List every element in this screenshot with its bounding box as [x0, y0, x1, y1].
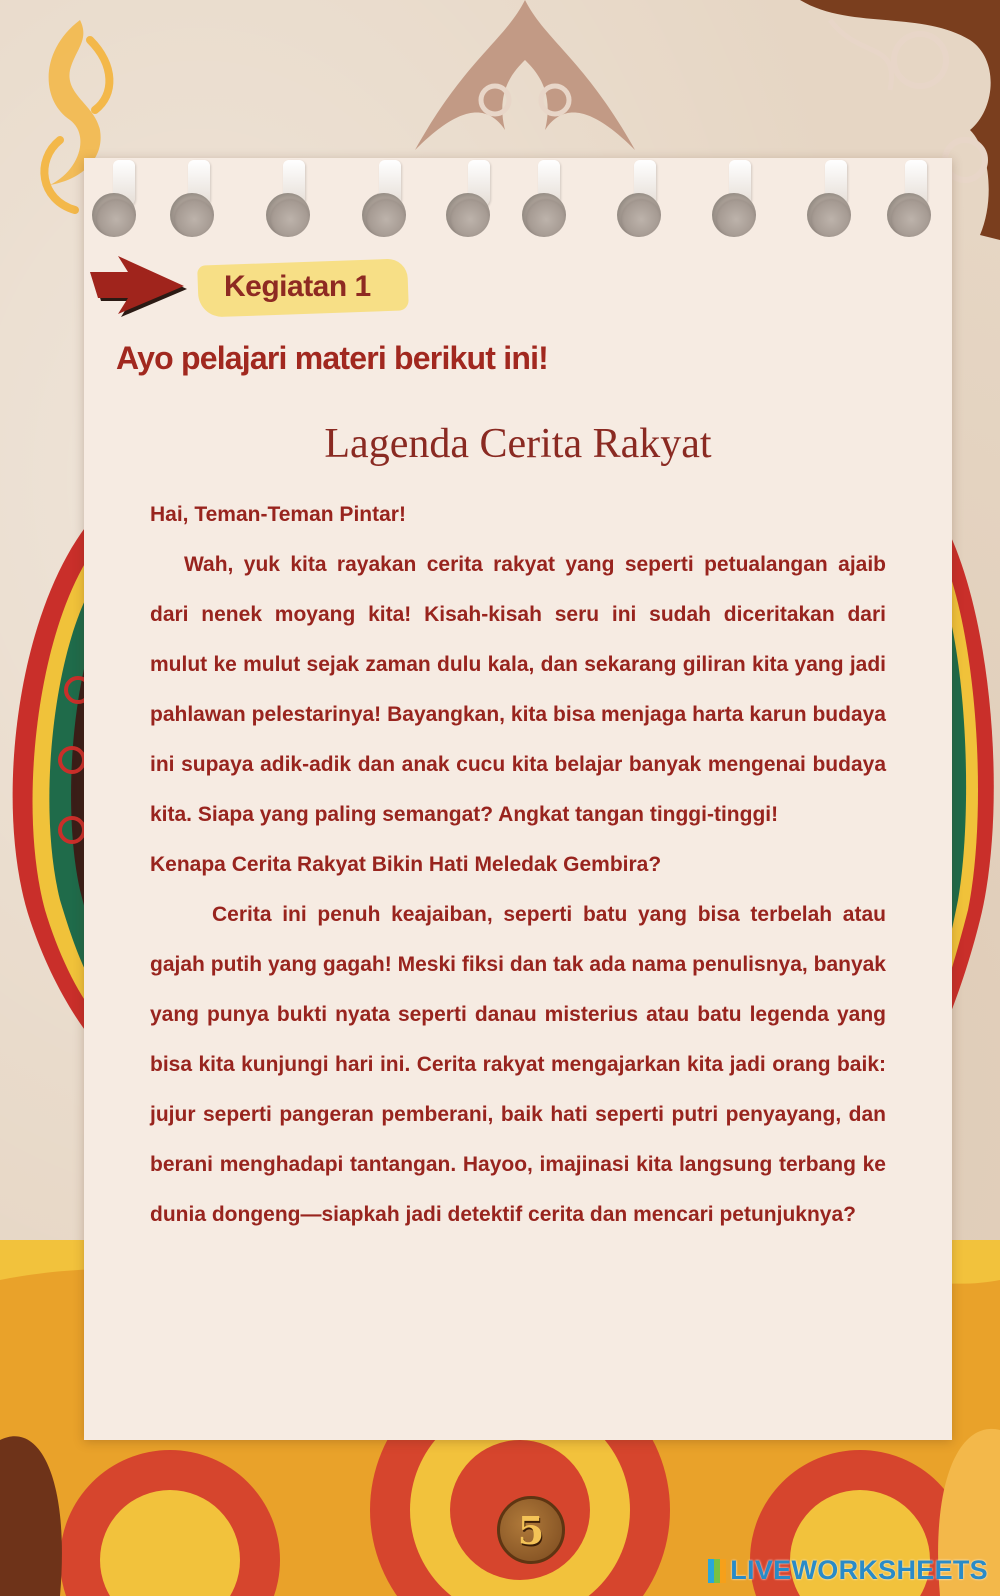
spiral-hole — [446, 193, 490, 237]
spiral-hole — [712, 193, 756, 237]
spiral-hole — [170, 193, 214, 237]
brand-text: LIVEWORKSHEETS — [730, 1555, 988, 1585]
main-content — [150, 490, 886, 1240]
spiral-hole — [362, 193, 406, 237]
spiral-hole — [887, 193, 931, 237]
subheading: Kenapa Cerita Rakyat Bikin Hati Meledak Gembira? — [150, 853, 662, 876]
arrow-right-icon — [88, 250, 198, 320]
activity-header — [88, 250, 418, 330]
brand-logo-icon — [708, 1559, 726, 1583]
spiral-hole — [617, 193, 661, 237]
page-number-badge — [497, 1496, 565, 1564]
spiral-hole — [807, 193, 851, 237]
page-number: 5 — [517, 1507, 545, 1553]
greeting: Hai, Teman-Teman Pintar! — [150, 503, 406, 526]
top-center-ornament — [395, 0, 655, 160]
brand-watermark — [708, 1555, 988, 1586]
paragraph-2: Cerita ini penuh keajaiban, seperti batu yang bisa terbelah atau gajah putih yang gagah! Meski fiksi dan tak ada nama penulisnya, banyak yang punya bukti nyata seperti danau misterius atau batu legenda yang bisa kita kunjungi hari ini. Cerita rakyat mengajarkan kita jadi orang baik: jujur seperti pangeran pemberani, baik hati seperti putri penyayang, dan berani menghadapi tantangan. Hayoo, imajinasi kita langsung terbang ke dunia dongeng—siapkah jadi detektif cerita dan mencari petunjuknya? — [150, 903, 886, 1226]
spiral-hole — [522, 193, 566, 237]
spiral-hole — [92, 193, 136, 237]
paragraph-1: Wah, yuk kita rayakan cerita rakyat yang seperti petualangan ajaib dari nenek moyang kita! Kisah-kisah seru ini sudah diceritakan dari mulut ke mulut sejak zaman dulu kala, dan sekarang giliran kita yang jadi pahlawan pelestarinya! Bayangkan, kita bisa menjaga harta karun budaya ini supaya adik-adik dan anak cucu kita belajar banyak mengenai budaya kita. Siapa yang paling semangat? Angkat tangan tinggi-tinggi! — [150, 553, 886, 826]
page-title: Lagenda Cerita Rakyat — [324, 421, 712, 467]
spiral-hole — [266, 193, 310, 237]
activity-label: Kegiatan 1 — [224, 270, 371, 303]
intro-heading: Ayo pelajari materi berikut ini! — [116, 340, 549, 376]
